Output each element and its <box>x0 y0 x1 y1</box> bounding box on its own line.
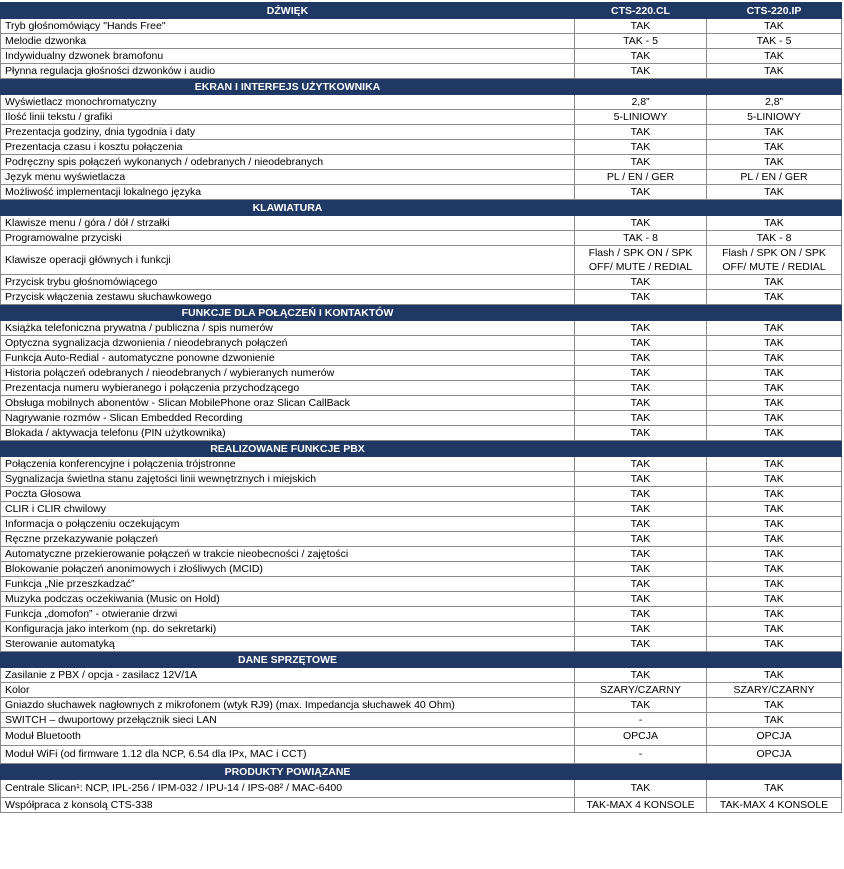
feature-label: Przycisk trybu głośnomówiącego <box>1 275 575 290</box>
table-row <box>1 110 842 125</box>
value-cts-220-ip: TAK <box>707 381 842 396</box>
table-row <box>1 396 842 411</box>
value-cts-220-ip: TAK <box>707 577 842 592</box>
table-row <box>1 426 842 441</box>
feature-label: Klawisze menu / góra / dół / strzałki <box>1 216 575 231</box>
value-cts-220-ip: TAK <box>707 64 842 79</box>
feature-label: SWITCH – dwuportowy przełącznik sieci LAN <box>1 713 575 728</box>
table-row <box>1 170 842 185</box>
value-cts-220-ip: 2,8” <box>707 95 842 110</box>
value-cts-220-ip: TAK <box>707 547 842 562</box>
value-cts-220-cl: TAK <box>575 426 707 441</box>
value-cts-220-ip: SZARY/CZARNY <box>707 683 842 698</box>
table-row <box>1 351 842 366</box>
table-row <box>1 622 842 637</box>
value-cts-220-cl: TAK <box>575 49 707 64</box>
section-header <box>1 652 842 668</box>
value-cts-220-cl: TAK <box>575 381 707 396</box>
value-cts-220-cl: TAK <box>575 637 707 652</box>
value-cts-220-ip: TAK <box>707 321 842 336</box>
value-cts-220-cl: TAK <box>575 155 707 170</box>
section-header <box>1 764 842 780</box>
feature-label: Klawisze operacji głównych i funkcji <box>1 246 575 275</box>
table-row <box>1 607 842 622</box>
column-header-cts-220-cl <box>575 764 707 780</box>
feature-label: Nagrywanie rozmów - Slican Embedded Recording <box>1 411 575 426</box>
value-cts-220-ip: TAK <box>707 472 842 487</box>
value-cts-220-ip: TAK <box>707 366 842 381</box>
column-header-cts-220-ip <box>707 79 842 95</box>
section-title: REALIZOWANE FUNKCJE PBX <box>1 441 575 457</box>
feature-label: Ilość linii tekstu / grafiki <box>1 110 575 125</box>
feature-label: Prezentacja godziny, dnia tygodnia i daty <box>1 125 575 140</box>
value-cts-220-ip: TAK <box>707 125 842 140</box>
feature-label: Konfiguracja jako interkom (np. do sekretarki) <box>1 622 575 637</box>
table-row <box>1 780 842 798</box>
value-cts-220-cl: TAK <box>575 290 707 305</box>
value-cts-220-cl: TAK <box>575 472 707 487</box>
value-cts-220-ip: TAK <box>707 155 842 170</box>
table-row <box>1 290 842 305</box>
value-cts-220-cl: TAK <box>575 366 707 381</box>
value-cts-220-ip: TAK-MAX 4 KONSOLE <box>707 798 842 813</box>
value-cts-220-ip: TAK <box>707 396 842 411</box>
value-cts-220-ip: TAK <box>707 780 842 798</box>
value-cts-220-cl: TAK <box>575 607 707 622</box>
feature-label: Podręczny spis połączeń wykonanych / odebranych / nieodebranych <box>1 155 575 170</box>
table-row <box>1 668 842 683</box>
feature-label: Ręczne przekazywanie połączeń <box>1 532 575 547</box>
table-row <box>1 125 842 140</box>
value-cts-220-ip: TAK <box>707 517 842 532</box>
feature-label: Automatyczne przekierowanie połączeń w trakcie nieobecności / zajętości <box>1 547 575 562</box>
feature-label: Prezentacja czasu i kosztu połączenia <box>1 140 575 155</box>
table-row <box>1 577 842 592</box>
value-cts-220-ip: TAK <box>707 19 842 34</box>
feature-label: Centrale Slican¹: NCP, IPL-256 / IPM-032 / IPU-14 / IPS-08² / MAC-6400 <box>1 780 575 798</box>
section-header <box>1 441 842 457</box>
value-cts-220-cl: TAK <box>575 125 707 140</box>
feature-label: Muzyka podczas oczekiwania (Music on Hold) <box>1 592 575 607</box>
value-cts-220-ip: TAK <box>707 532 842 547</box>
value-cts-220-cl: TAK <box>575 517 707 532</box>
table-row <box>1 185 842 200</box>
value-cts-220-cl: TAK <box>575 532 707 547</box>
value-cts-220-cl: - <box>575 713 707 728</box>
value-cts-220-cl: TAK <box>575 185 707 200</box>
table-row <box>1 728 842 746</box>
value-cts-220-cl: TAK <box>575 668 707 683</box>
section-title: FUNKCJE DLA POŁĄCZEŃ I KONTAKTÓW <box>1 305 575 321</box>
table-row <box>1 592 842 607</box>
value-cts-220-cl: 2,8” <box>575 95 707 110</box>
value-cts-220-cl: TAK <box>575 622 707 637</box>
value-cts-220-ip: TAK <box>707 426 842 441</box>
feature-label: Prezentacja numeru wybieranego i połączenia przychodzącego <box>1 381 575 396</box>
feature-label: Przycisk włączenia zestawu słuchawkowego <box>1 290 575 305</box>
feature-label: Poczta Głosowa <box>1 487 575 502</box>
value-cts-220-cl: TAK <box>575 487 707 502</box>
value-cts-220-cl: TAK <box>575 351 707 366</box>
feature-label: Książka telefoniczna prywatna / publiczna / spis numerów <box>1 321 575 336</box>
value-cts-220-ip: TAK <box>707 290 842 305</box>
table-row <box>1 562 842 577</box>
value-cts-220-ip: TAK <box>707 336 842 351</box>
feature-label: CLIR i CLIR chwilowy <box>1 502 575 517</box>
value-cts-220-ip: TAK <box>707 216 842 231</box>
column-header-cts-220-cl <box>575 652 707 668</box>
table-row <box>1 366 842 381</box>
value-cts-220-ip: TAK <box>707 622 842 637</box>
table-row <box>1 472 842 487</box>
value-cts-220-cl: TAK <box>575 64 707 79</box>
feature-label: Płynna regulacja głośności dzwonków i audio <box>1 64 575 79</box>
feature-label: Wyświetlacz monochromatyczny <box>1 95 575 110</box>
table-row <box>1 713 842 728</box>
feature-label: Funkcja „domofon” - otwieranie drzwi <box>1 607 575 622</box>
table-row <box>1 336 842 351</box>
value-cts-220-cl: PL / EN / GER <box>575 170 707 185</box>
value-cts-220-ip: TAK <box>707 457 842 472</box>
value-cts-220-cl: SZARY/CZARNY <box>575 683 707 698</box>
table-row <box>1 798 842 813</box>
value-cts-220-cl: TAK <box>575 19 707 34</box>
feature-label: Programowalne przyciski <box>1 231 575 246</box>
table-row <box>1 95 842 110</box>
value-cts-220-ip: TAK - 5 <box>707 34 842 49</box>
feature-label: Tryb głośnomówiący "Hands Free" <box>1 19 575 34</box>
section-title: DANE SPRZĘTOWE <box>1 652 575 668</box>
table-row <box>1 64 842 79</box>
spec-table <box>0 2 842 813</box>
value-cts-220-ip: PL / EN / GER <box>707 170 842 185</box>
table-row <box>1 547 842 562</box>
value-cts-220-ip: TAK <box>707 411 842 426</box>
value-cts-220-cl: TAK <box>575 547 707 562</box>
feature-label: Kolor <box>1 683 575 698</box>
table-row <box>1 155 842 170</box>
value-cts-220-ip: TAK <box>707 592 842 607</box>
section-header <box>1 305 842 321</box>
value-cts-220-ip: TAK <box>707 185 842 200</box>
table-row <box>1 216 842 231</box>
feature-label: Indywidualny dzwonek bramofonu <box>1 49 575 64</box>
table-row <box>1 49 842 64</box>
feature-label: Moduł Bluetooth <box>1 728 575 746</box>
value-cts-220-ip: TAK <box>707 713 842 728</box>
value-cts-220-cl: Flash / SPK ON / SPK OFF/ MUTE / REDIAL <box>575 246 707 275</box>
value-cts-220-ip: 5-LINIOWY <box>707 110 842 125</box>
section-header <box>1 200 842 216</box>
table-row <box>1 246 842 275</box>
column-header-cts-220-cl <box>575 441 707 457</box>
table-row <box>1 487 842 502</box>
value-cts-220-ip: Flash / SPK ON / SPK OFF/ MUTE / REDIAL <box>707 246 842 275</box>
feature-label: Moduł WiFi (od firmware 1.12 dla NCP, 6.54 dla IPx, MAC i CCT) <box>1 746 575 764</box>
value-cts-220-ip: TAK <box>707 637 842 652</box>
table-row <box>1 457 842 472</box>
column-header-cts-220-cl: CTS-220.CL <box>575 3 707 19</box>
value-cts-220-cl: TAK <box>575 502 707 517</box>
table-row <box>1 34 842 49</box>
feature-label: Gniazdo słuchawek nagłownych z mikrofonem (wtyk RJ9) (max. Impedancja słuchawek 40 Ohm) <box>1 698 575 713</box>
column-header-cts-220-cl <box>575 305 707 321</box>
feature-label: Blokada / aktywacja telefonu (PIN użytkownika) <box>1 426 575 441</box>
feature-label: Obsługa mobilnych abonentów - Slican MobilePhone oraz Slican CallBack <box>1 396 575 411</box>
section-title: KLAWIATURA <box>1 200 575 216</box>
column-header-cts-220-ip <box>707 441 842 457</box>
table-row <box>1 321 842 336</box>
section-title: DŹWIĘK <box>1 3 575 19</box>
table-row <box>1 140 842 155</box>
section-title: EKRAN I INTERFEJS UŻYTKOWNIKA <box>1 79 575 95</box>
value-cts-220-cl: - <box>575 746 707 764</box>
value-cts-220-cl: TAK <box>575 140 707 155</box>
feature-label: Połączenia konferencyjne i połączenia trójstronne <box>1 457 575 472</box>
value-cts-220-cl: TAK - 8 <box>575 231 707 246</box>
value-cts-220-cl: 5-LINIOWY <box>575 110 707 125</box>
value-cts-220-cl: TAK <box>575 577 707 592</box>
section-title: PRODUKTY POWIĄZANE <box>1 764 575 780</box>
value-cts-220-ip: TAK <box>707 698 842 713</box>
feature-label: Blokowanie połączeń anonimowych i złośliwych (MCID) <box>1 562 575 577</box>
column-header-cts-220-cl <box>575 79 707 95</box>
value-cts-220-ip: OPCJA <box>707 728 842 746</box>
section-header <box>1 3 842 19</box>
value-cts-220-cl: TAK <box>575 698 707 713</box>
column-header-cts-220-ip: CTS-220.IP <box>707 3 842 19</box>
value-cts-220-cl: TAK <box>575 396 707 411</box>
table-row <box>1 502 842 517</box>
value-cts-220-ip: OPCJA <box>707 746 842 764</box>
section-header <box>1 79 842 95</box>
value-cts-220-ip: TAK <box>707 487 842 502</box>
feature-label: Funkcja „Nie przeszkadzać” <box>1 577 575 592</box>
feature-label: Melodie dzwonka <box>1 34 575 49</box>
value-cts-220-ip: TAK <box>707 607 842 622</box>
feature-label: Współpraca z konsolą CTS-338 <box>1 798 575 813</box>
feature-label: Sygnalizacja świetlna stanu zajętości linii wewnętrznych i miejskich <box>1 472 575 487</box>
value-cts-220-cl: TAK <box>575 562 707 577</box>
value-cts-220-cl: TAK <box>575 321 707 336</box>
table-row <box>1 19 842 34</box>
column-header-cts-220-ip <box>707 652 842 668</box>
feature-label: Sterowanie automatyką <box>1 637 575 652</box>
column-header-cts-220-ip <box>707 200 842 216</box>
value-cts-220-ip: TAK <box>707 49 842 64</box>
table-row <box>1 637 842 652</box>
feature-label: Historia połączeń odebranych / nieodebranych / wybieranych numerów <box>1 366 575 381</box>
table-row <box>1 231 842 246</box>
value-cts-220-cl: TAK <box>575 336 707 351</box>
value-cts-220-cl: TAK <box>575 780 707 798</box>
column-header-cts-220-ip <box>707 305 842 321</box>
value-cts-220-ip: TAK <box>707 562 842 577</box>
spec-table-body <box>1 3 842 813</box>
value-cts-220-cl: TAK <box>575 592 707 607</box>
value-cts-220-cl: OPCJA <box>575 728 707 746</box>
column-header-cts-220-cl <box>575 200 707 216</box>
value-cts-220-cl: TAK <box>575 457 707 472</box>
table-row <box>1 275 842 290</box>
table-row <box>1 698 842 713</box>
value-cts-220-ip: TAK <box>707 140 842 155</box>
table-row <box>1 746 842 764</box>
value-cts-220-cl: TAK <box>575 275 707 290</box>
table-row <box>1 517 842 532</box>
value-cts-220-ip: TAK <box>707 668 842 683</box>
value-cts-220-cl: TAK - 5 <box>575 34 707 49</box>
table-row <box>1 411 842 426</box>
value-cts-220-ip: TAK <box>707 351 842 366</box>
feature-label: Funkcja Auto-Redial - automatyczne ponowne dzwonienie <box>1 351 575 366</box>
feature-label: Możliwość implementacji lokalnego języka <box>1 185 575 200</box>
feature-label: Język menu wyświetlacza <box>1 170 575 185</box>
table-row <box>1 683 842 698</box>
value-cts-220-cl: TAK <box>575 411 707 426</box>
value-cts-220-ip: TAK <box>707 502 842 517</box>
value-cts-220-ip: TAK - 8 <box>707 231 842 246</box>
feature-label: Zasilanie z PBX / opcja - zasilacz 12V/1A <box>1 668 575 683</box>
value-cts-220-ip: TAK <box>707 275 842 290</box>
value-cts-220-cl: TAK <box>575 216 707 231</box>
table-row <box>1 532 842 547</box>
value-cts-220-cl: TAK-MAX 4 KONSOLE <box>575 798 707 813</box>
table-row <box>1 381 842 396</box>
feature-label: Informacja o połączeniu oczekującym <box>1 517 575 532</box>
column-header-cts-220-ip <box>707 764 842 780</box>
feature-label: Optyczna sygnalizacja dzwonienia / nieodebranych połączeń <box>1 336 575 351</box>
